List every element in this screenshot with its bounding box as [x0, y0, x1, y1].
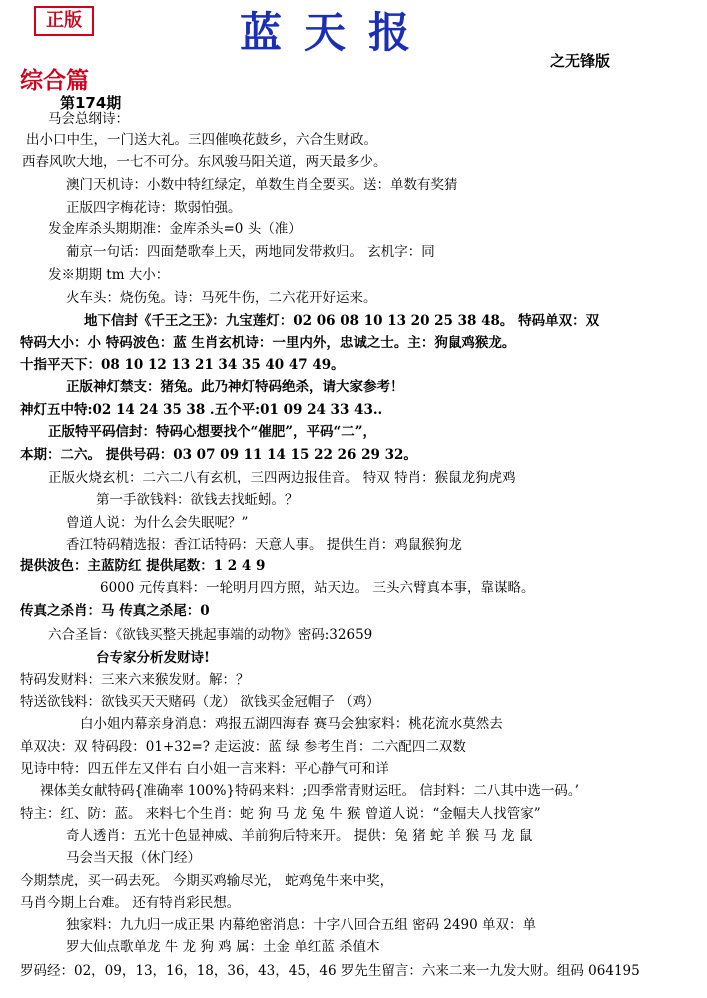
text-line: 正版四字梅花诗：欺弱怕强。 — [66, 200, 242, 216]
section-title: 综合篇 — [20, 68, 89, 94]
text-line: 见诗中特：四五伴左又伴右 白小姐一言来料：平心静气可和详 — [20, 761, 389, 777]
authentic-badge: 正版 — [34, 6, 94, 36]
text-line: 西春风吹大地，一七不可分。东风骏马阳关道，两天最多少。 — [22, 154, 387, 170]
text-line: 火车头：烧伤兔。诗：马死牛伤，二六花开好运来。 — [66, 290, 377, 306]
text-line: 正版火烧玄机：二六二八有玄机，三四两边报佳音。 特双 特肖：猴鼠龙狗虎鸡 — [48, 470, 516, 486]
page-title: 蓝天报 — [240, 8, 433, 57]
text-line: 葡京一句话：四面楚歌奉上天，两地同发带救归。 玄机字：同 — [66, 244, 435, 260]
text-line: 正版神灯禁支：猪兔。此乃神灯特码绝杀，请大家参考！ — [66, 379, 404, 395]
text-line: 今期禁虎，买一码去死。 今期买鸡输尽光， 蛇鸡兔牛来中奖， — [20, 873, 394, 889]
text-line: 曾道人说：为什么会失眠呢？” — [66, 515, 249, 531]
text-line: 正版特平码信封：特码心想要找个“催肥”，平码“二”， — [48, 424, 377, 440]
text-line: 发金库杀头期期准：金库杀头=0 头（准） — [48, 221, 302, 237]
text-line: 神灯五中特:02 14 24 35 38 .五个平:01 09 24 33 43.. — [20, 402, 383, 418]
text-line: 裸体美女献特码{准确率 100%}特码来料：;四季常青财运旺。 信封料：二八其中选一码。’ — [40, 783, 579, 799]
text-line: 特码发财料：三来六来猴发财。解：？ — [20, 672, 250, 688]
text-line: 特送欲钱料：欲钱买天天赌码（龙） 欲钱买金冠帽子 （鸡） — [20, 694, 380, 710]
text-line: 罗码经：02，09，13，16，18，36，43，45，46 罗先生留言：六来二来一九发大财。组码 064195 — [20, 963, 640, 979]
text-line: 特主：红、防：蓝。 来料七个生肖：蛇 狗 马 龙 兔 牛 猴 曾道人说：“金幅夫人找管家” — [20, 806, 541, 822]
text-line: 马会总纲诗： — [48, 111, 129, 127]
text-line: 提供波色：主蓝防红 提供尾数：1 2 4 9 — [20, 558, 266, 574]
text-line: 马肖今期上台难。 还有特肖彩民想。 — [20, 895, 241, 911]
text-line: 特码大小：小 特码波色：蓝 生肖玄机诗：一里内外，忠诚之士。主：狗鼠鸡猴龙。 — [20, 335, 516, 351]
text-line: 独家料：九九归一成正果 内幕绝密消息：十字八回合五组 密码 2490 单双：单 — [66, 917, 537, 933]
text-line: 发※期期 tm 大小： — [48, 267, 170, 283]
issue-number: 第174期 — [60, 94, 122, 112]
text-line: 单双决：双 特码段：01+32=? 走运波：蓝 绿 参考生肖：二六配四二双数 — [20, 739, 466, 755]
text-line: 本期：二六。 提供号码：03 07 09 11 14 15 22 26 29 32。 — [20, 447, 417, 463]
text-line: 六合圣旨：《欲钱买整天挑起事端的动物》密码:32659 — [48, 627, 373, 643]
text-line: 澳门天机诗：小数中特红绿定，单数生肖全要买。送：单数有奖猜 — [66, 177, 458, 193]
edition-subtitle: 之无锋版 — [550, 52, 611, 70]
text-line: 香江特码精选报：香江话特码：天意人事。 提供生肖：鸡鼠猴狗龙 — [66, 537, 462, 553]
text-line: 第一手欲钱料：欲钱去找蚯蚓。？ — [96, 492, 299, 508]
text-line: 6000 元传真料：一轮明月四方照，站天边。 三头六臂真本事，靠谋略。 — [100, 580, 535, 596]
text-line: 传真之杀肖：马 传真之杀尾：0 — [20, 603, 210, 619]
text-line: 出小口中生，一门送大礼。三四催唤花鼓乡，六合生财政。 — [26, 132, 377, 148]
text-line: 十指平天下：08 10 12 13 21 34 35 40 47 49。 — [20, 357, 345, 373]
text-line: 台专家分析发财诗! — [96, 650, 210, 666]
text-line: 地下信封《千王之王》：九宝莲灯：02 06 08 10 13 20 25 38 48。 特码单双：双 — [84, 313, 600, 329]
text-line: 奇人透肖：五光十色显神威、羊前狗后特来开。 提供：兔 猪 蛇 羊 猴 马 龙 鼠 — [66, 828, 533, 844]
text-line: 罗大仙点歌单龙 牛 龙 狗 鸡 属：土金 单红蓝 杀值木 — [66, 939, 380, 955]
text-line: 白小姐内幕亲身消息：鸡报五湖四海春 赛马会独家料：桃花流水莫然去 — [80, 716, 503, 732]
text-line: 马会当天报（休门经） — [66, 850, 201, 866]
